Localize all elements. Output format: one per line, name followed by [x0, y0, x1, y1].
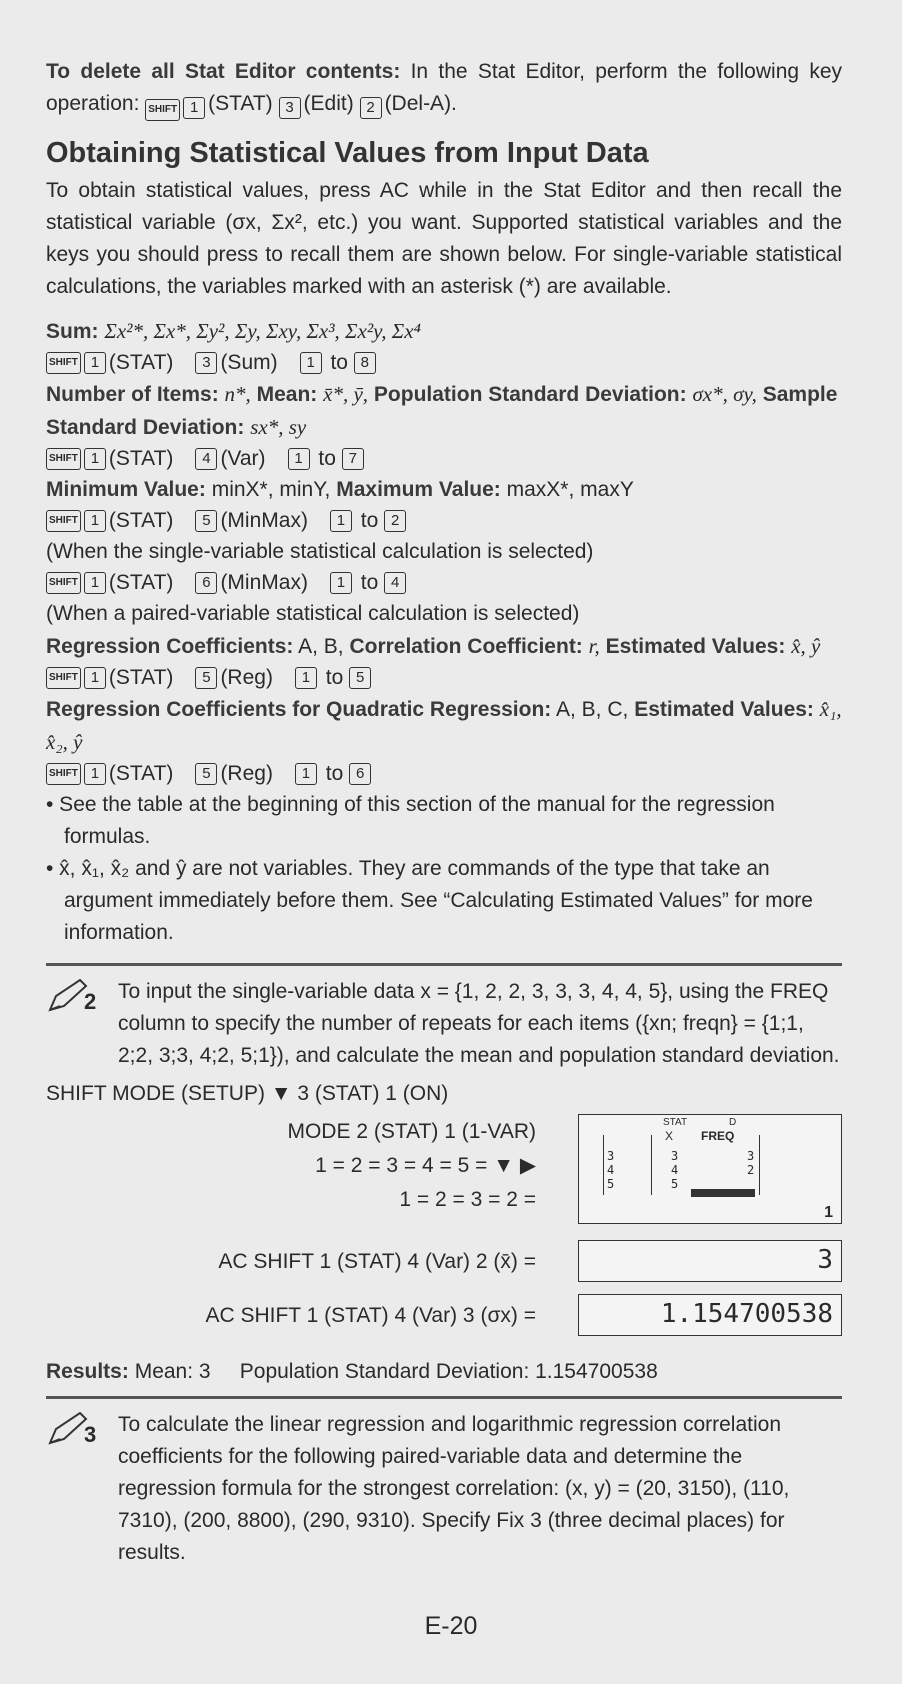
key-label: (STAT): [208, 92, 273, 115]
sum-block: [46, 315, 842, 378]
key-1: 1: [330, 510, 352, 532]
delete-paragraph: [46, 56, 842, 121]
sd-result: 1.154700538: [660, 1299, 833, 1329]
example-2: [46, 976, 842, 1072]
key-label: (STAT): [108, 666, 174, 689]
quadratic-block: [46, 693, 842, 789]
key-1: 1: [330, 572, 352, 594]
sum-keys: [46, 348, 842, 378]
quad-keys: [46, 759, 842, 789]
sum-vars: Σx²*, Σx*, Σy², Σy, Σxy, Σx³, Σx²y, Σx⁴: [104, 319, 421, 343]
quad-vars: A, B, C,: [555, 698, 629, 721]
delete-heading: To delete all Stat Editor contents:: [46, 60, 401, 83]
key-1: 1: [84, 448, 106, 470]
max-label: Maximum Value:: [336, 478, 501, 501]
intro-paragraph: To obtain statistical values, press AC while in the Stat Editor and then recall the statistical variable (σx, Σx², etc.) you want. Supported statistical variables and the keys you should press to recall them are shown below. For single-variable statistical calculations, the variables marked with an asterisk (*) are available.: [46, 179, 842, 298]
to-text: to: [325, 762, 344, 785]
section-heading: Obtaining Statistical Values from Input Data: [46, 137, 649, 169]
quad-ev-label: Estimated Values:: [634, 698, 814, 721]
key-1: 1: [84, 763, 106, 785]
mean-line: AC SHIFT 1 (STAT) 4 (Var) 2 (x̄) =: [218, 1250, 536, 1273]
ssd-vars: sx*, sy: [250, 415, 307, 439]
min-label: Minimum Value:: [46, 478, 206, 501]
example-2-text: To input the single-variable data x = {1, 2, 2, 3, 3, 3, 4, 4, 5}, using the FREQ column to specify the number of repeats for each items ({xn; freqn} = {1;1, 2;2, 3;3, 4;2, 5;1}), and calculate the mean and population standard deviation.: [118, 980, 840, 1067]
key-1: 1: [295, 667, 317, 689]
var-block: [46, 378, 842, 474]
lcd-row: 1: [824, 1204, 833, 1221]
key-3: 3: [279, 97, 301, 119]
psd-label: Population Standard Deviation:: [373, 383, 687, 406]
shift-key: SHIFT: [46, 510, 81, 532]
ev-label: Estimated Values:: [605, 635, 786, 658]
key-label: (Reg): [220, 762, 273, 785]
example-3: [46, 1409, 842, 1569]
key-label: (Reg): [220, 666, 273, 689]
minmax-note-1: (When the single-variable statistical calculation is selected): [46, 540, 594, 563]
key-5: 5: [195, 763, 217, 785]
results-line: [46, 1356, 842, 1388]
example-number: 3: [84, 1422, 97, 1447]
mean-result: 3: [817, 1245, 833, 1275]
example-2-ops: [46, 1116, 842, 1352]
example-number: 2: [84, 989, 97, 1014]
lcd-stat-table: [578, 1114, 842, 1224]
items-label: Number of Items:: [46, 383, 219, 406]
minmax-note-2: (When a paired-variable statistical calculation is selected): [46, 602, 580, 625]
to-text: to: [330, 351, 348, 374]
to-text: to: [325, 666, 344, 689]
key-label: (Del-A).: [384, 92, 457, 115]
key-label: (STAT): [108, 509, 174, 532]
setup-line: SHIFT MODE (SETUP) ▼ 3 (STAT) 1 (ON): [46, 1082, 449, 1105]
to-text: to: [360, 571, 379, 594]
cc-vars: r,: [588, 634, 600, 658]
key-7: 7: [342, 448, 364, 470]
pencil-icon: [46, 976, 118, 1072]
key-label: (STAT): [108, 351, 174, 374]
key-1: 1: [84, 510, 106, 532]
key-4: 4: [195, 448, 217, 470]
key-label: (STAT): [108, 447, 174, 470]
to-text: to: [318, 447, 336, 470]
key-1: 1: [84, 572, 106, 594]
key-label: (Sum): [220, 351, 278, 374]
rc-vars: A, B,: [298, 635, 344, 658]
lcd-row-nums: 3 4 5: [607, 1149, 615, 1191]
results-label: Results:: [46, 1360, 129, 1383]
regression-block: [46, 630, 842, 693]
manual-page: [46, 56, 842, 1569]
lcd-d-indicator: D: [729, 1117, 737, 1128]
shift-key: SHIFT: [46, 572, 81, 594]
lcd-x-values: 3 4 5: [671, 1149, 679, 1191]
shift-key: SHIFT: [46, 448, 81, 470]
var-keys: [46, 444, 842, 474]
key-8: 8: [354, 352, 376, 374]
lcd-cursor-bar: [691, 1189, 755, 1197]
items-var: n*,: [224, 382, 251, 406]
ev-vars: x̂, ŷ: [791, 634, 821, 658]
key-3: 3: [195, 352, 217, 374]
min-vars: minX*, minY,: [211, 478, 331, 501]
divider: [46, 963, 842, 966]
reg-keys: [46, 663, 842, 693]
key-label: (STAT): [108, 571, 174, 594]
key-6: 6: [195, 572, 217, 594]
key-4: 4: [384, 572, 406, 594]
key-label: (MinMax): [220, 571, 308, 594]
key-2: 2: [360, 97, 382, 119]
max-vars: maxX*, maxY: [506, 478, 634, 501]
lcd-freq-values: 3 2: [747, 1149, 755, 1177]
key-5: 5: [195, 510, 217, 532]
to-text: to: [360, 509, 379, 532]
minmax-keys-2: [46, 568, 842, 598]
cc-label: Correlation Coefficient:: [349, 635, 583, 658]
shift-key: SHIFT: [46, 667, 81, 689]
key-1: 1: [183, 97, 205, 119]
quad-ev-vars: x̂₁, x̂₂, ŷ: [46, 697, 842, 754]
divider: [46, 1396, 842, 1399]
minmax-keys-1: [46, 506, 842, 536]
sd-line: AC SHIFT 1 (STAT) 4 (Var) 3 (σx) =: [205, 1304, 536, 1327]
input-line-1: 1 = 2 = 3 = 4 = 5 = ▼ ▶: [315, 1154, 536, 1177]
key-1: 1: [288, 448, 310, 470]
ssd-label: Sample Standard Deviation:: [46, 383, 838, 439]
key-1: 1: [295, 763, 317, 785]
psd-vars: σx*, σy,: [692, 382, 757, 406]
rc-label: Regression Coefficients:: [46, 635, 294, 658]
mean-vars: x̄*, ȳ,: [323, 382, 369, 406]
example-3-text: To calculate the linear regression and logarithmic regression correlation coefficients for the following paired-variable data and determine the regression formula for the strongest correlation: (x, y) = (20, 3150), (110, 7310), (200, 8800), (290, 9310). Specify Fix 3 (three decimal places) for results.: [118, 1413, 790, 1564]
sum-label: Sum:: [46, 320, 99, 343]
key-5: 5: [349, 667, 371, 689]
results-text: Mean: 3 Population Standard Deviation: 1.154700538: [134, 1360, 658, 1383]
shift-key: SHIFT: [46, 763, 81, 785]
key-label: (Edit): [303, 92, 354, 115]
delete-text: In the Stat Editor, perform the following key operation:: [46, 60, 842, 115]
lcd-col-freq: FREQ: [701, 1129, 735, 1143]
mode-line: MODE 2 (STAT) 1 (1-VAR): [287, 1120, 536, 1143]
quad-label: Regression Coefficients for Quadratic Regression:: [46, 698, 552, 721]
key-1: 1: [300, 352, 322, 374]
key-6: 6: [349, 763, 371, 785]
pencil-icon: [46, 1409, 118, 1569]
minmax-block: [46, 474, 842, 630]
lcd-mean: [578, 1240, 842, 1282]
key-1: 1: [84, 352, 106, 374]
lcd-col-x: X: [665, 1129, 674, 1143]
key-1: 1: [84, 667, 106, 689]
input-line-2: 1 = 2 = 3 = 2 =: [399, 1188, 536, 1211]
shift-key: SHIFT: [145, 99, 180, 121]
mean-label: Mean:: [256, 383, 318, 406]
page-number: E-20: [424, 1612, 478, 1640]
bullet-formulas: • See the table at the beginning of this section of the manual for the regression formulas.: [46, 793, 775, 848]
key-5: 5: [195, 667, 217, 689]
key-label: (STAT): [108, 762, 174, 785]
lcd-sd: [578, 1294, 842, 1336]
key-2: 2: [384, 510, 406, 532]
key-label: (MinMax): [220, 509, 308, 532]
shift-key: SHIFT: [46, 352, 81, 374]
lcd-stat-indicator: STAT: [663, 1117, 688, 1128]
bullet-estimated: • x̂, x̂₁, x̂₂ and ŷ are not variables. They are commands of the type that take an argument immediately before them. See “Calculating Estimated Values” for more information.: [46, 857, 813, 944]
key-label: (Var): [220, 447, 266, 470]
